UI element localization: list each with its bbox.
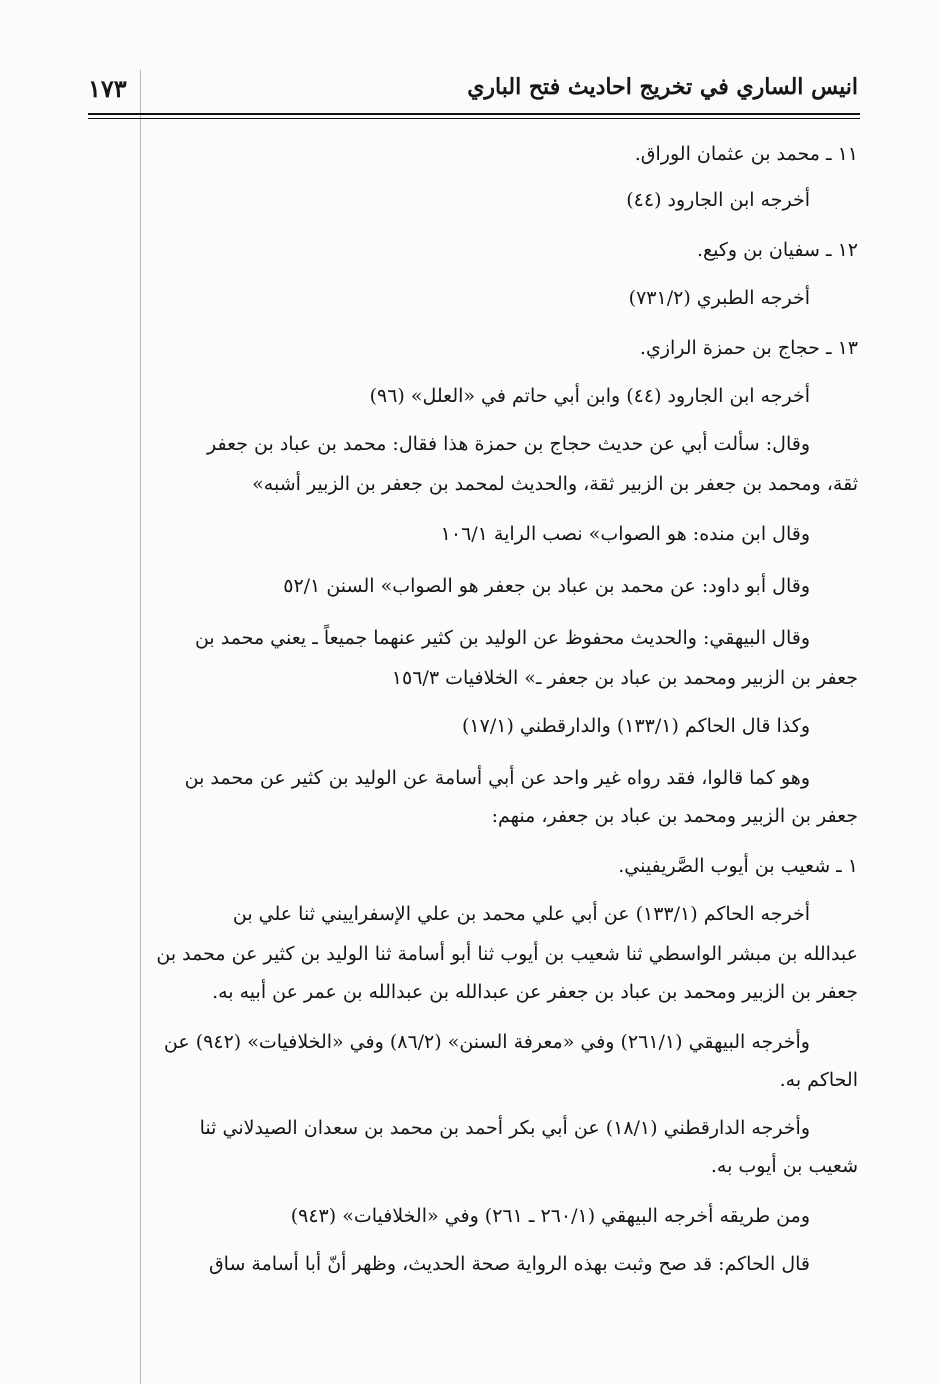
page-number: ١٧٣ xyxy=(88,74,127,103)
text-line: شعيب بن أيوب به. xyxy=(710,1155,858,1177)
text-line: أخرجه الطبري (٧٣١/٢) xyxy=(628,287,810,309)
item-heading-1: ١ ـ شعيب بن أيوب الصَّريفيني. xyxy=(618,855,858,877)
text-line: وقال: سألت أبي عن حديث حجاج بن حمزة هذا فقال: محمد بن عباد بن جعفر xyxy=(207,433,810,455)
header-rule-thin xyxy=(88,118,860,119)
text-line: قال الحاكم: قد صح وثبت بهذه الرواية صحة الحديث، وظهر أنّ أبا أسامة ساق xyxy=(208,1253,810,1275)
text-line: وهو كما قالوا، فقد رواه غير واحد عن أبي أسامة عن الوليد بن كثير عن محمد بن xyxy=(184,767,810,789)
text-line: ثقة، ومحمد بن جعفر بن الزبير ثقة، والحديث لمحمد بن جعفر بن الزبير أشبه» xyxy=(252,473,858,495)
header-rule-thick xyxy=(88,113,860,115)
item-heading-13: ١٣ ـ حجاج بن حمزة الرازي. xyxy=(639,337,858,359)
text-line: وأخرجه البيهقي (٢٦١/١) وفي «معرفة السنن» (٨٦/٢) وفي «الخلافيات» (٩٤٢) عن xyxy=(163,1031,810,1053)
text-line: وقال أبو داود: عن محمد بن عباد بن جعفر هو الصواب» السنن ٥٢/١ xyxy=(283,575,810,597)
text-line: الحاكم به. xyxy=(779,1069,858,1091)
text-line: أخرجه ابن الجارود (٤٤) xyxy=(626,189,810,211)
text-line: وقال البيهقي: والحديث محفوظ عن الوليد بن كثير عنهما جميعاً ـ يعني محمد بن xyxy=(194,627,810,649)
text-line: ومن طريقه أخرجه البيهقي (٢٦٠/١ ـ ٢٦١) وفي «الخلافيات» (٩٤٣) xyxy=(290,1205,810,1227)
text-line: جعفر بن الزبير ومحمد بن عباد بن جعفر عن عبدالله بن عبدالله بن عمر عن أبيه به. xyxy=(212,981,858,1003)
text-line: أخرجه ابن الجارود (٤٤) وابن أبي حاتم في «العلل» (٩٦) xyxy=(369,385,810,407)
item-heading-11: ١١ ـ محمد بن عثمان الوراق. xyxy=(634,143,858,165)
text-line: جعفر بن الزبير ومحمد بن عباد بن جعفر، منهم: xyxy=(491,805,858,827)
text-line: وكذا قال الحاكم (١٣٣/١) والدارقطني (١٧/١) xyxy=(461,715,810,737)
text-line: وقال ابن منده: هو الصواب» نصب الراية ١٠٦/١ xyxy=(440,523,810,545)
item-heading-12: ١٢ ـ سفيان بن وكيع. xyxy=(696,239,858,261)
text-line: جعفر بن الزبير ومحمد بن عباد بن جعفر ـ» الخلافيات ١٥٦/٣ xyxy=(391,667,858,689)
book-title: انيس الساري في تخريج احاديث فتح الباري xyxy=(467,74,858,100)
scan-fold-line xyxy=(140,70,141,1384)
text-line: عبدالله بن مبشر الواسطي ثنا شعيب بن أيوب ثنا أبو أسامة ثنا الوليد بن كثير عن محمد بن xyxy=(156,943,858,965)
text-line: وأخرجه الدارقطني (١٨/١) عن أبي بكر أحمد بن محمد بن سعدان الصيدلاني ثنا xyxy=(199,1117,810,1139)
text-line: أخرجه الحاكم (١٣٣/١) عن أبي علي محمد بن علي الإسفراييني ثنا علي بن xyxy=(232,903,810,925)
running-header xyxy=(88,74,858,116)
